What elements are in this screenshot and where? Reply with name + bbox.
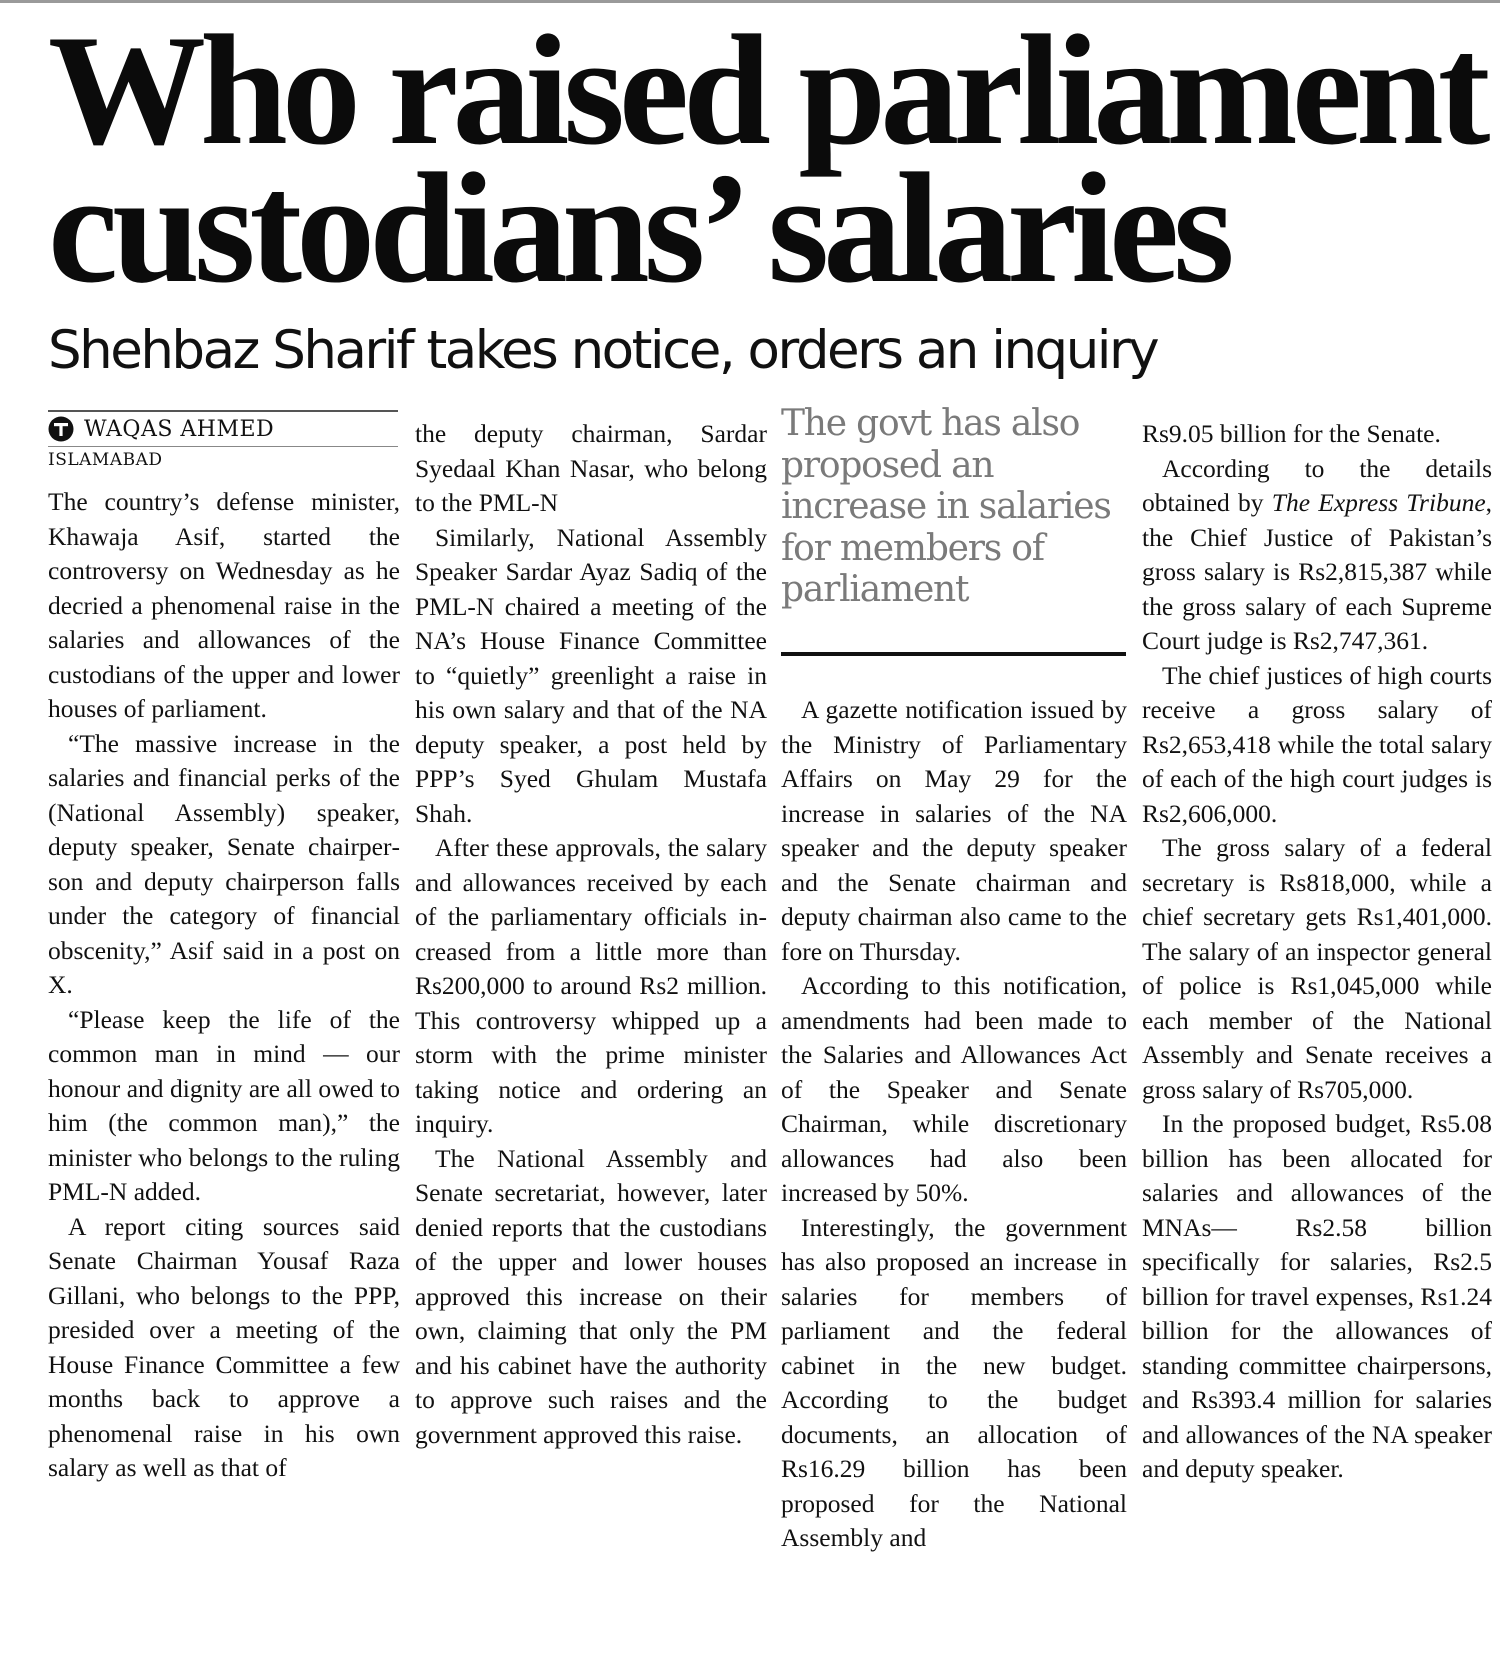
paragraph: Rs9.05 billion for the Senate. (1142, 419, 1441, 448)
dateline: ISLAMABAD (48, 450, 163, 470)
byline-bottom-rule (48, 446, 398, 447)
tribune-logo-icon (48, 416, 74, 442)
paragraph: In the proposed budget, Rs5.08 billion has been allocated for salaries and allowances of the MNAs— Rs2.58 billion specifically for salaries, Rs2.5 billion for travel expenses, Rs1.24 billion for the allowances of standing committee chairpersons, and Rs393.4 million for salaries and allowances of the NA speaker and deputy speaker. (1142, 1109, 1492, 1483)
pull-quote: The govt has also proposed an increase in salaries for members of parliament (781, 403, 1111, 610)
pull-quote-rule (781, 652, 1126, 656)
subheadline: Shehbaz Sharif takes notice, orders an inquiry (48, 320, 1158, 381)
article-column-1 (48, 485, 400, 1486)
paragraph: the deputy chairman, Sardar Syedaal Khan Nasar, who belong to the PML-N (415, 419, 767, 517)
paragraph: According to this notification, amendments had been made to the Salaries and Allowances Act of the Speaker and Senate Chairman, while discretionary allowances had also been increased by 50%. (781, 971, 1127, 1207)
paragraph: After these approvals, the salary and allowances received by each of the parliamentary officials increased from a little more than Rs200,000 to around Rs2 million. This controversy whipped up a storm with the prime minister taking notice and ordering an inquiry. (415, 833, 767, 1138)
paragraph: Interestingly, the government has also proposed an increase in salaries for members of parliament and the federal cabinet in the new budget. According to the budget documents, an allocation of Rs16.29 billion has been proposed for the National Assembly and (781, 1212, 1127, 1552)
paragraph: The chief justices of high courts receive a gross salary of Rs2,653,418 while the total salary of each of the high court judges is Rs2,606,000. (1142, 660, 1492, 828)
paragraph: The National Assembly and Senate secretariat, however, later denied reports that the custodians of the upper and lower houses approved this increase on their own, claiming that only the PM and his cabinet have the authority to approve such raises and the government approved this raise. (415, 1143, 767, 1449)
byline (48, 414, 398, 444)
paragraph: “Please keep the life of the common man in mind — our honour and dignity are all owed to him (the common man),” the minister who belongs to the ruling PML-N added. (48, 1004, 400, 1206)
text-run: , the Chief Justice of Pakistan’s gross salary is Rs2,815,387 while the gross salary of each Supreme Court judge is Rs2,747,361. (1142, 488, 1493, 655)
author-name: WAQAS AHMED (84, 416, 275, 442)
headline: Who raised parliament custodians’ salaries (48, 3, 1485, 316)
paragraph: “The massive increase in the salaries and financial perks of the (National Assembly) speaker, deputy speaker, Senate chairperson and deputy chairperson falls under the category of financial obscenity,” Asif said in a post on X. (48, 728, 400, 999)
publication-name: The Express Tribune (1271, 488, 1486, 517)
byline-top-rule (48, 410, 398, 412)
text-run: According to the details obtained by (1142, 453, 1492, 517)
paragraph: A gazette notification issued by the Ministry of Parliamentary Affairs on May 29 for the increase in salaries of the NA speaker and the deputy speaker and the Senate chairman and deputy chairman also came to the fore on Thursday. (781, 695, 1127, 966)
paragraph: The country’s defense minister, Khawaja Asif, started the controversy on Wednesday as he decried a phenomenal raise in the salaries and allowances of the custodians of the upper and lower houses of parliament. (48, 487, 400, 723)
article-column-4 (1142, 417, 1492, 1487)
article-column-3 (781, 693, 1127, 1556)
paragraph: A report citing sources said Senate Chairman Yousaf Raza Gillani, who belongs to the PPP, presided over a meeting of the House Finance Committee a few months back to approve a phenomenal raise in his own salary as well as that of (48, 1211, 400, 1482)
paragraph: Similarly, National Assembly Speaker Sardar Ayaz Sadiq of the PML-N chaired a meeting of the NA’s House Finance Committee to “quietly” greenlight a raise in his own salary and that of the NA deputy speaker, a post held by PPP’s Syed Ghulam Mustafa Shah. (415, 522, 767, 828)
article-column-2 (415, 417, 767, 1452)
paragraph: The gross salary of a federal secretary is Rs818,000, while a chief secretary gets Rs1,401,000. The salary of an inspector general of police is Rs1,045,000 while each member of the National Assembly and Senate receives a gross salary of Rs705,000. (1142, 833, 1492, 1104)
paragraph (1142, 452, 1492, 659)
